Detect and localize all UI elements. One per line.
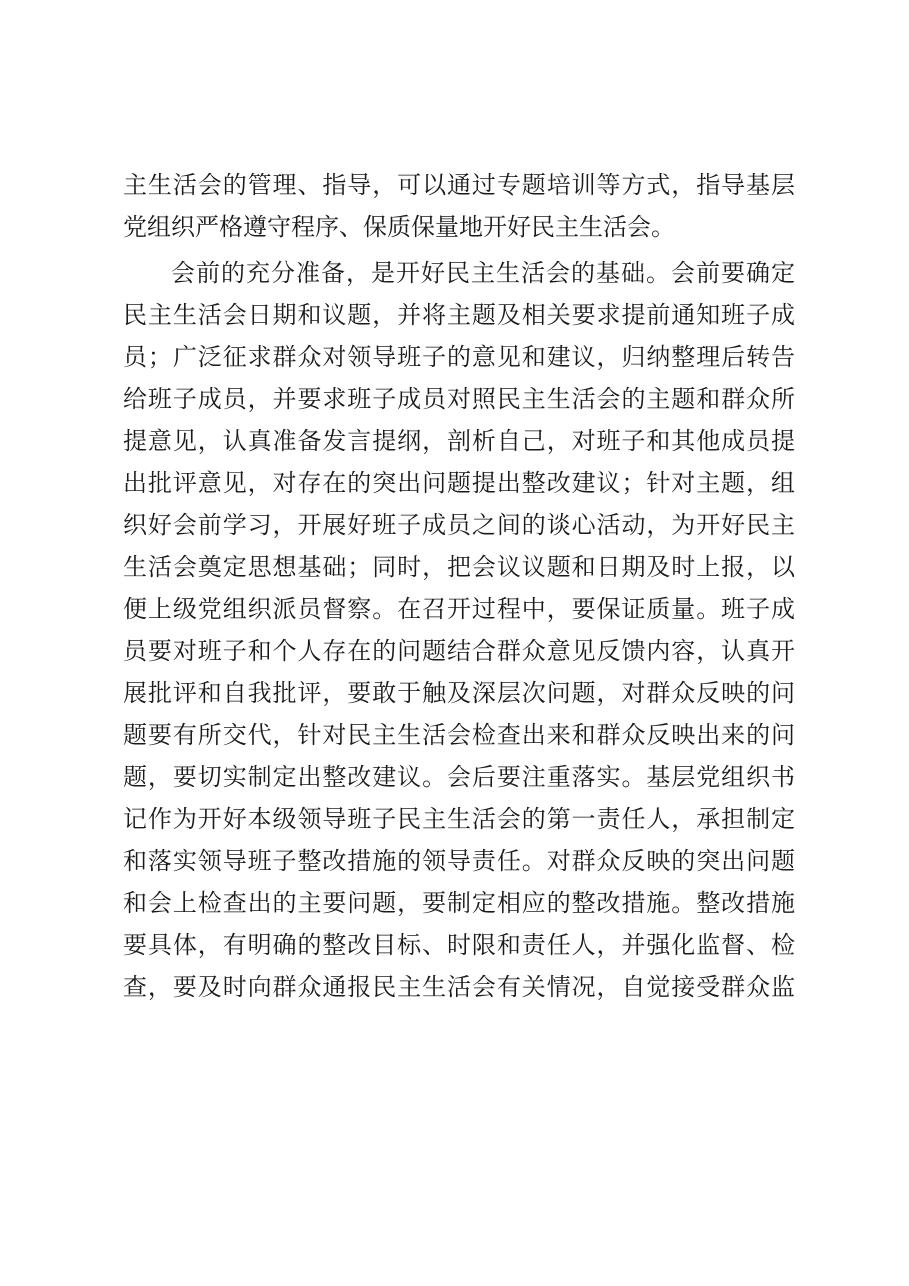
text-line: 员；广泛征求群众对领导班子的意见和建议，归纳整理后转告	[123, 343, 795, 371]
text-line: 便上级党组织派员督察。在召开过程中，要保证质量。班子成	[123, 595, 795, 623]
text-line: 展批评和自我批评，要敢于触及深层次问题，对群众反映的问	[123, 679, 795, 707]
text-line: 民主生活会日期和议题，并将主题及相关要求提前通知班子成	[123, 301, 795, 329]
text-line: 员要对班子和个人存在的问题结合群众意见反馈内容，认真开	[123, 637, 795, 665]
text-line: 织好会前学习，开展好班子成员之间的谈心活动，为开好民主	[123, 511, 795, 539]
text-line: 查，要及时向群众通报民主生活会有关情况，自觉接受群众监	[123, 973, 795, 1001]
text-line: 会前的充分准备，是开好民主生活会的基础。会前要确定	[171, 259, 795, 287]
text-line: 题，要切实制定出整改建议。会后要注重落实。基层党组织书	[123, 763, 795, 791]
text-line: 记作为开好本级领导班子民主生活会的第一责任人，承担制定	[123, 805, 795, 833]
text-line: 主生活会的管理、指导，可以通过专题培训等方式，指导基层	[123, 171, 795, 199]
text-line: 和会上检查出的主要问题，要制定相应的整改措施。整改措施	[123, 889, 795, 917]
text-line: 出批评意见，对存在的突出问题提出整改建议；针对主题，组	[123, 469, 795, 497]
text-line: 要具体，有明确的整改目标、时限和责任人，并强化监督、检	[123, 931, 795, 959]
text-line: 生活会奠定思想基础；同时，把会议议题和日期及时上报，以	[123, 553, 795, 581]
text-line: 和落实领导班子整改措施的领导责任。对群众反映的突出问题	[123, 847, 795, 875]
text-line: 党组织严格遵守程序、保质保量地开好民主生活会。	[123, 213, 675, 241]
text-line: 题要有所交代，针对民主生活会检查出来和群众反映出来的问	[123, 721, 795, 749]
text-line: 给班子成员，并要求班子成员对照民主生活会的主题和群众所	[123, 385, 795, 413]
body-text	[123, 164, 795, 1008]
text-line: 提意见，认真准备发言提纲，剖析自己，对班子和其他成员提	[123, 427, 795, 455]
